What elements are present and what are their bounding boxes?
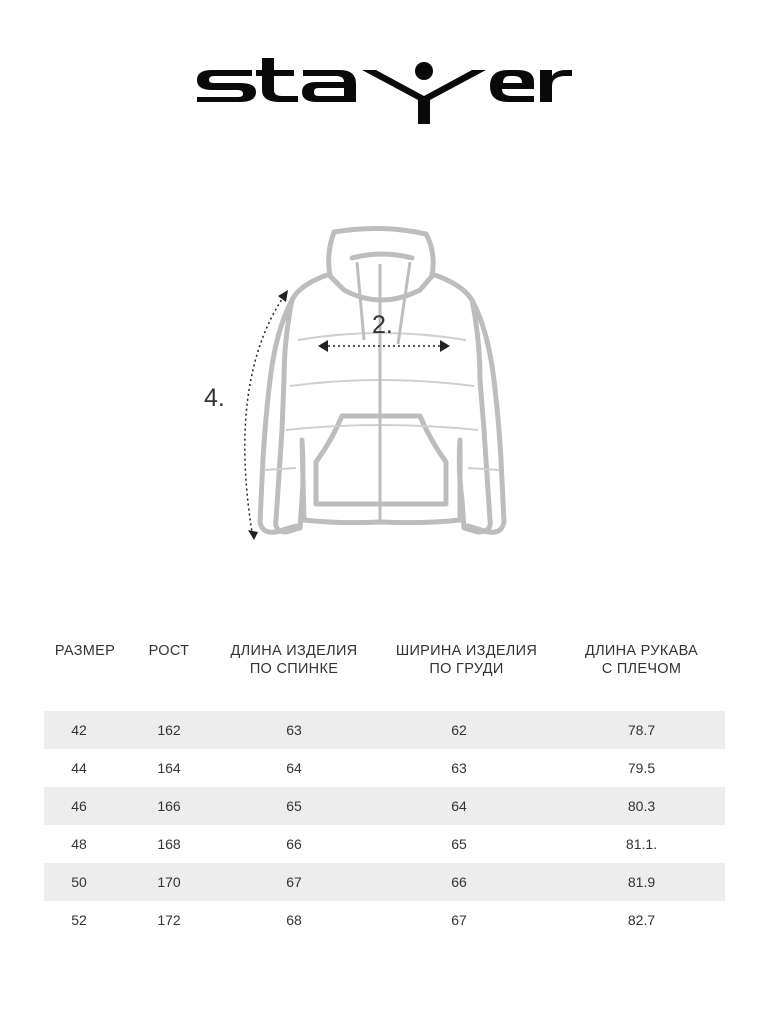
table-row: [44, 901, 725, 939]
stayer-logo: [0, 52, 768, 132]
cell-height: 172: [157, 912, 181, 928]
cell-sleeve-length: 80.3: [627, 798, 656, 814]
cell-chest-width: 64: [451, 798, 467, 814]
header-back-length: ДЛИНА ИЗДЕЛИЯ ПО СПИНКЕ: [230, 643, 358, 677]
table-row: [44, 863, 725, 901]
cell-sleeve-length: 82.7: [627, 912, 656, 928]
cell-sleeve-length: 81.1.: [625, 836, 658, 852]
cell-chest-width: 62: [451, 722, 467, 738]
cell-size: 44: [71, 760, 87, 776]
cell-size: 42: [71, 722, 87, 738]
chest-measure-label: 2.: [372, 311, 393, 339]
table-row: [44, 749, 725, 787]
cell-chest-width: 65: [451, 836, 467, 852]
size-table-body: [44, 711, 725, 939]
cell-sleeve-length: 78.7: [627, 722, 656, 738]
table-row: [44, 711, 725, 749]
sleeve-measure-label: 4.: [204, 384, 225, 412]
cell-back-length: 68: [286, 912, 302, 928]
cell-height: 166: [157, 798, 181, 814]
cell-height: 164: [157, 760, 181, 776]
cell-chest-width: 63: [451, 760, 467, 776]
cell-size: 52: [71, 912, 87, 928]
cell-chest-width: 67: [451, 912, 467, 928]
cell-size: 50: [71, 874, 87, 890]
cell-back-length: 63: [286, 722, 302, 738]
hood-inner: [352, 254, 412, 258]
cell-size: 48: [71, 836, 87, 852]
cell-height: 168: [157, 836, 181, 852]
cell-back-length: 66: [286, 836, 302, 852]
cell-sleeve-length: 79.5: [627, 760, 656, 776]
cell-back-length: 65: [286, 798, 302, 814]
cell-back-length: 64: [286, 760, 302, 776]
cell-chest-width: 66: [451, 874, 467, 890]
cell-size: 46: [71, 798, 87, 814]
cell-sleeve-length: 81.9: [627, 874, 656, 890]
jacket-diagram: [200, 222, 520, 552]
table-row: [44, 787, 725, 825]
cell-height: 170: [157, 874, 181, 890]
header-size: РАЗМЕР: [54, 643, 116, 659]
chest-arrow: [318, 340, 450, 352]
header-chest-width: ШИРИНА ИЗДЕЛИЯ ПО ГРУДИ: [395, 643, 538, 677]
size-table-header: [0, 642, 768, 692]
cell-height: 162: [157, 722, 181, 738]
header-sleeve-length: ДЛИНА РУКАВА С ПЛЕЧОМ: [584, 643, 699, 677]
cell-back-length: 67: [286, 874, 302, 890]
table-row: [44, 825, 725, 863]
header-height: РОСТ: [148, 643, 190, 659]
